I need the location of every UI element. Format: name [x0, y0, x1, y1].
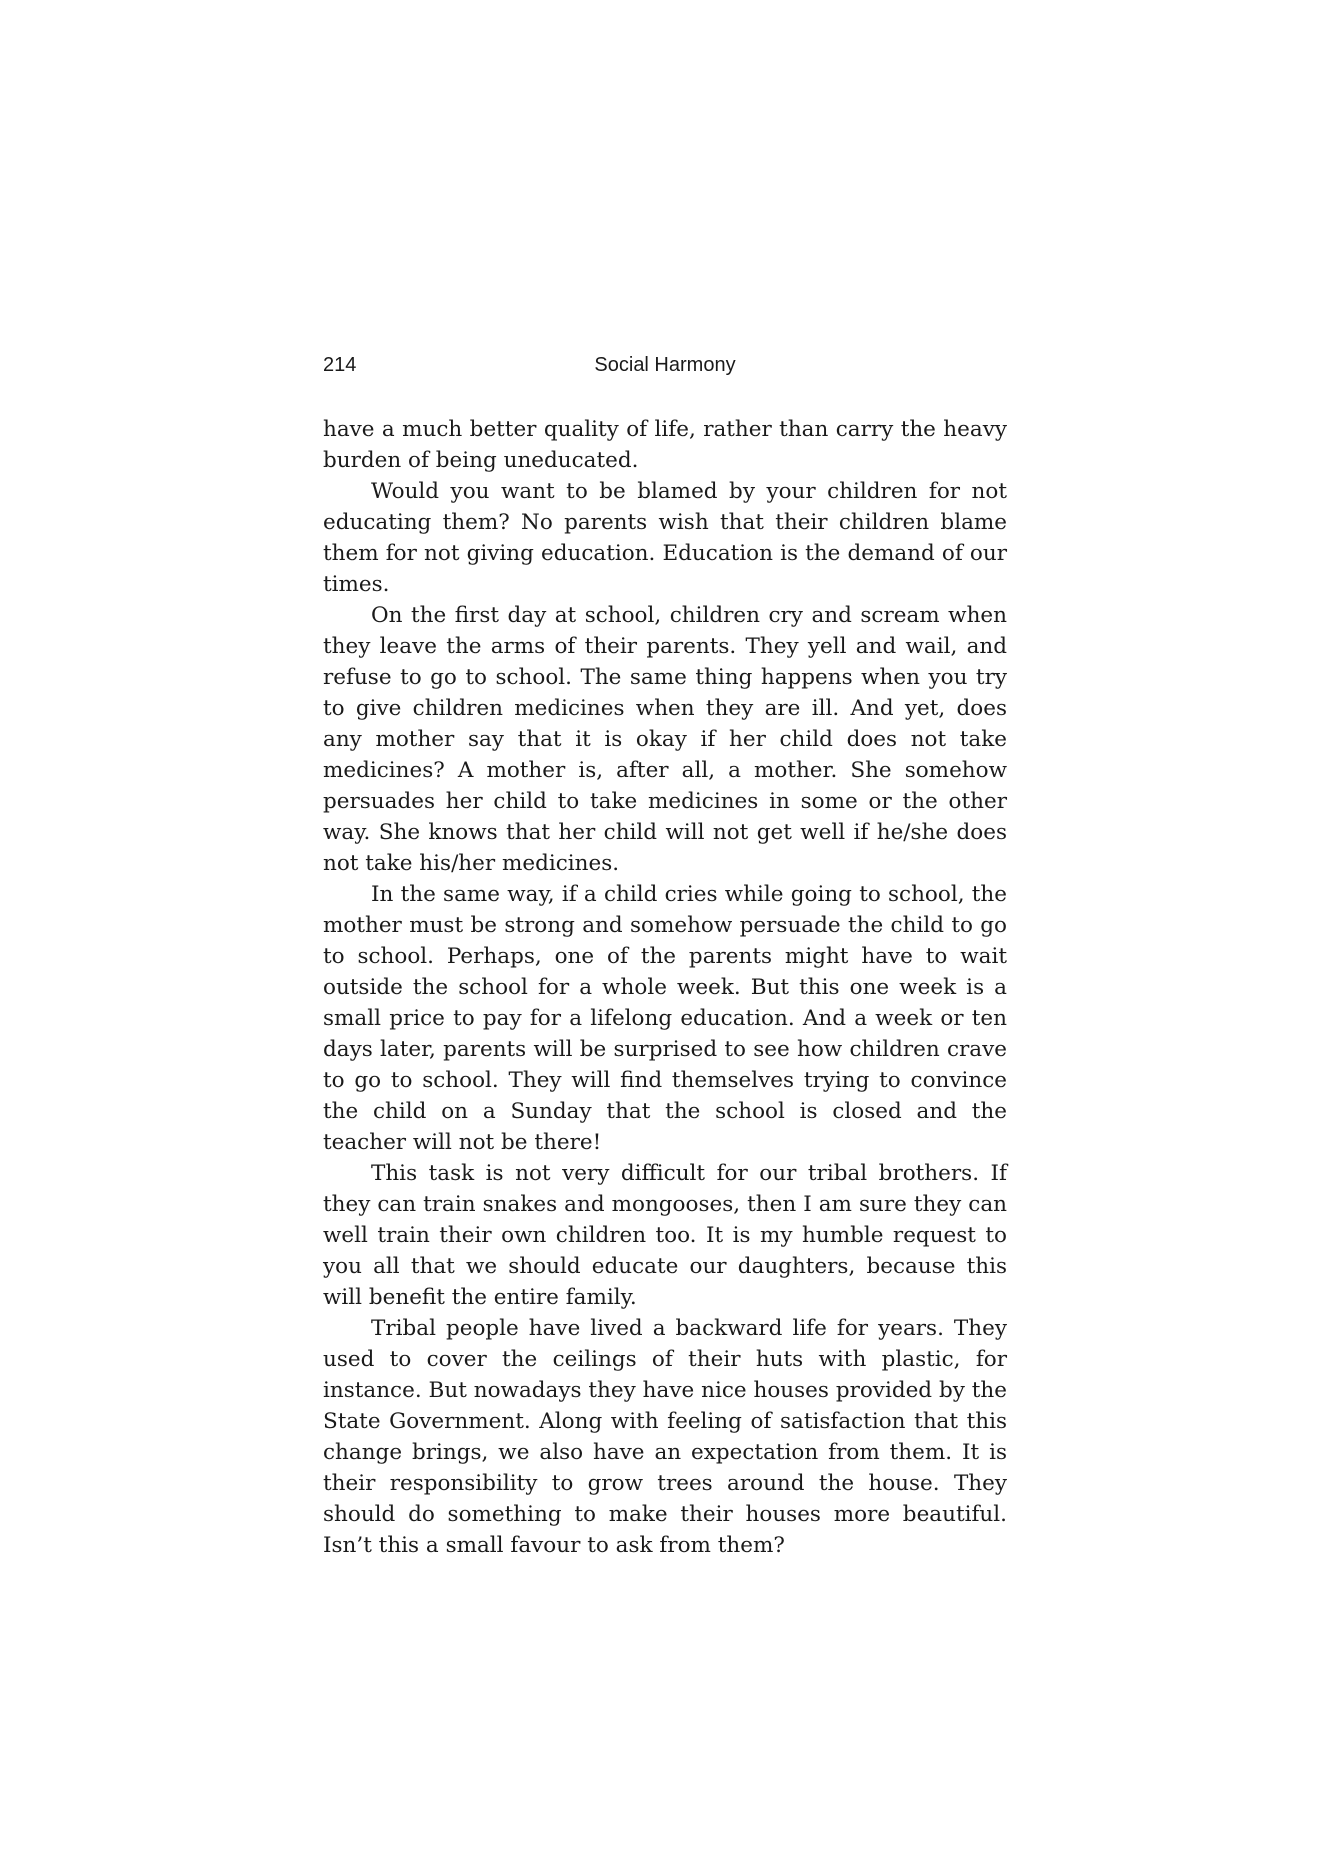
running-title: Social Harmony — [594, 354, 736, 376]
running-head — [323, 354, 1007, 382]
body-text — [323, 414, 1007, 1561]
paragraph-tribal-brothers: This task is not very difficult for our tribal brothers. If they can train snakes and mongooses, then I am sure they can well train their own children too. It is my humble request to you all that we should educate our daughters, because this will benefit the entire family. — [323, 1161, 1007, 1310]
paragraph-same-way: In the same way, if a child cries while going to school, the mother must be strong and somehow persuade the child to go to school. Perhaps, one of the parents might have to wait outside the school for a whole week. But this one week is a small price to pay for a lifelong education. And a week or ten days later, parents will be surprised to see how children crave to go to school. They will find themselves trying to convince the child on a Sunday that the school is closed and the teacher will not be there! — [323, 882, 1007, 1155]
paragraph-tribal-people: Tribal people have lived a backward life for years. They used to cover the ceilings of their huts with plastic, for instance. But nowadays they have nice houses provided by the State Government. Along with feeling of satisfaction that this change brings, we also have an expectation from them. It is their responsibility to grow trees around the house. They should do something to make their houses more beautiful. Isn’t this a small favour to ask from them? — [323, 1316, 1007, 1558]
paragraph-first-day: On the first day at school, children cry and scream when they leave the arms of their parents. They yell and wail, and refuse to go to school. The same thing happens when you try to give children medicines when they are ill. And yet, does any mother say that it is okay if her child does not take medicines? A mother is, after all, a mother. She somehow persuades her child to take medicines in some or the other way. She knows that her child will not get well if he/she does not take his/her medicines. — [323, 603, 1007, 876]
paragraph-continuation: have a much better quality of life, rather than carry the heavy burden of being uneducated. — [323, 417, 1007, 473]
page-number: 214 — [323, 354, 357, 376]
paragraph-blame: Would you want to be blamed by your children for not educating them? No parents wish that their children blame them for not giving education. Education is the demand of our times. — [323, 479, 1007, 597]
